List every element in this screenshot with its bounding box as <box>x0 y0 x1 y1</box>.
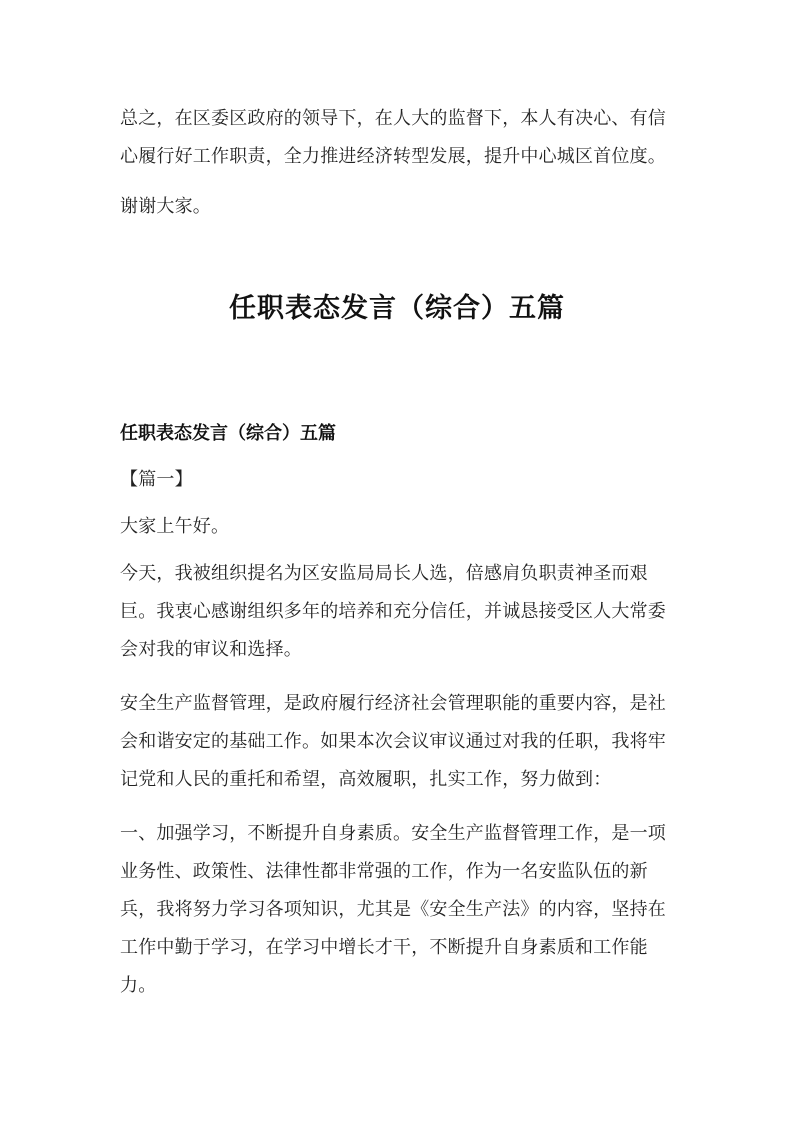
section-label: 【篇一】 <box>120 469 193 490</box>
section-heading: 任职表态发言（综合）五篇 <box>120 423 336 444</box>
intro-paragraph-conclusion: 总之，在区委区政府的领导下，在人大的监督下，本人有决心、有信心履行好工作职责，全力推进经济转型发展，提升中心城区首位度。 <box>120 108 666 167</box>
body-paragraph-greeting: 大家上午好。 <box>120 516 230 537</box>
intro-paragraph-thanks: 谢谢大家。 <box>120 196 211 217</box>
document-title: 任职表态发言（综合）五篇 <box>229 293 565 324</box>
body-paragraph-safety: 安全生产监督管理，是政府履行经济社会管理职能的重要内容，是社会和谐安定的基础工作。如果本次会议审议通过对我的任职，我将牢记党和人民的重托和希望，高效履职，扎实工作，努力做到： <box>120 693 666 790</box>
body-paragraph-nomination: 今天，我被组织提名为区安监局局长人选，倍感肩负职责神圣而艰巨。我衷心感谢组织多年的培养和充分信任，并诚恳接受区人大常委会对我的审议和选择。 <box>120 563 666 660</box>
body-paragraph-study: 一、加强学习，不断提升自身素质。安全生产监督管理工作，是一项业务性、政策性、法律性都非常强的工作，作为一名安监队伍的新兵，我将努力学习各项知识，尤其是《安全生产法》的内容，坚持在工作中勤于学习，在学习中增长才干，不断提升自身素质和工作能力。 <box>120 823 666 996</box>
